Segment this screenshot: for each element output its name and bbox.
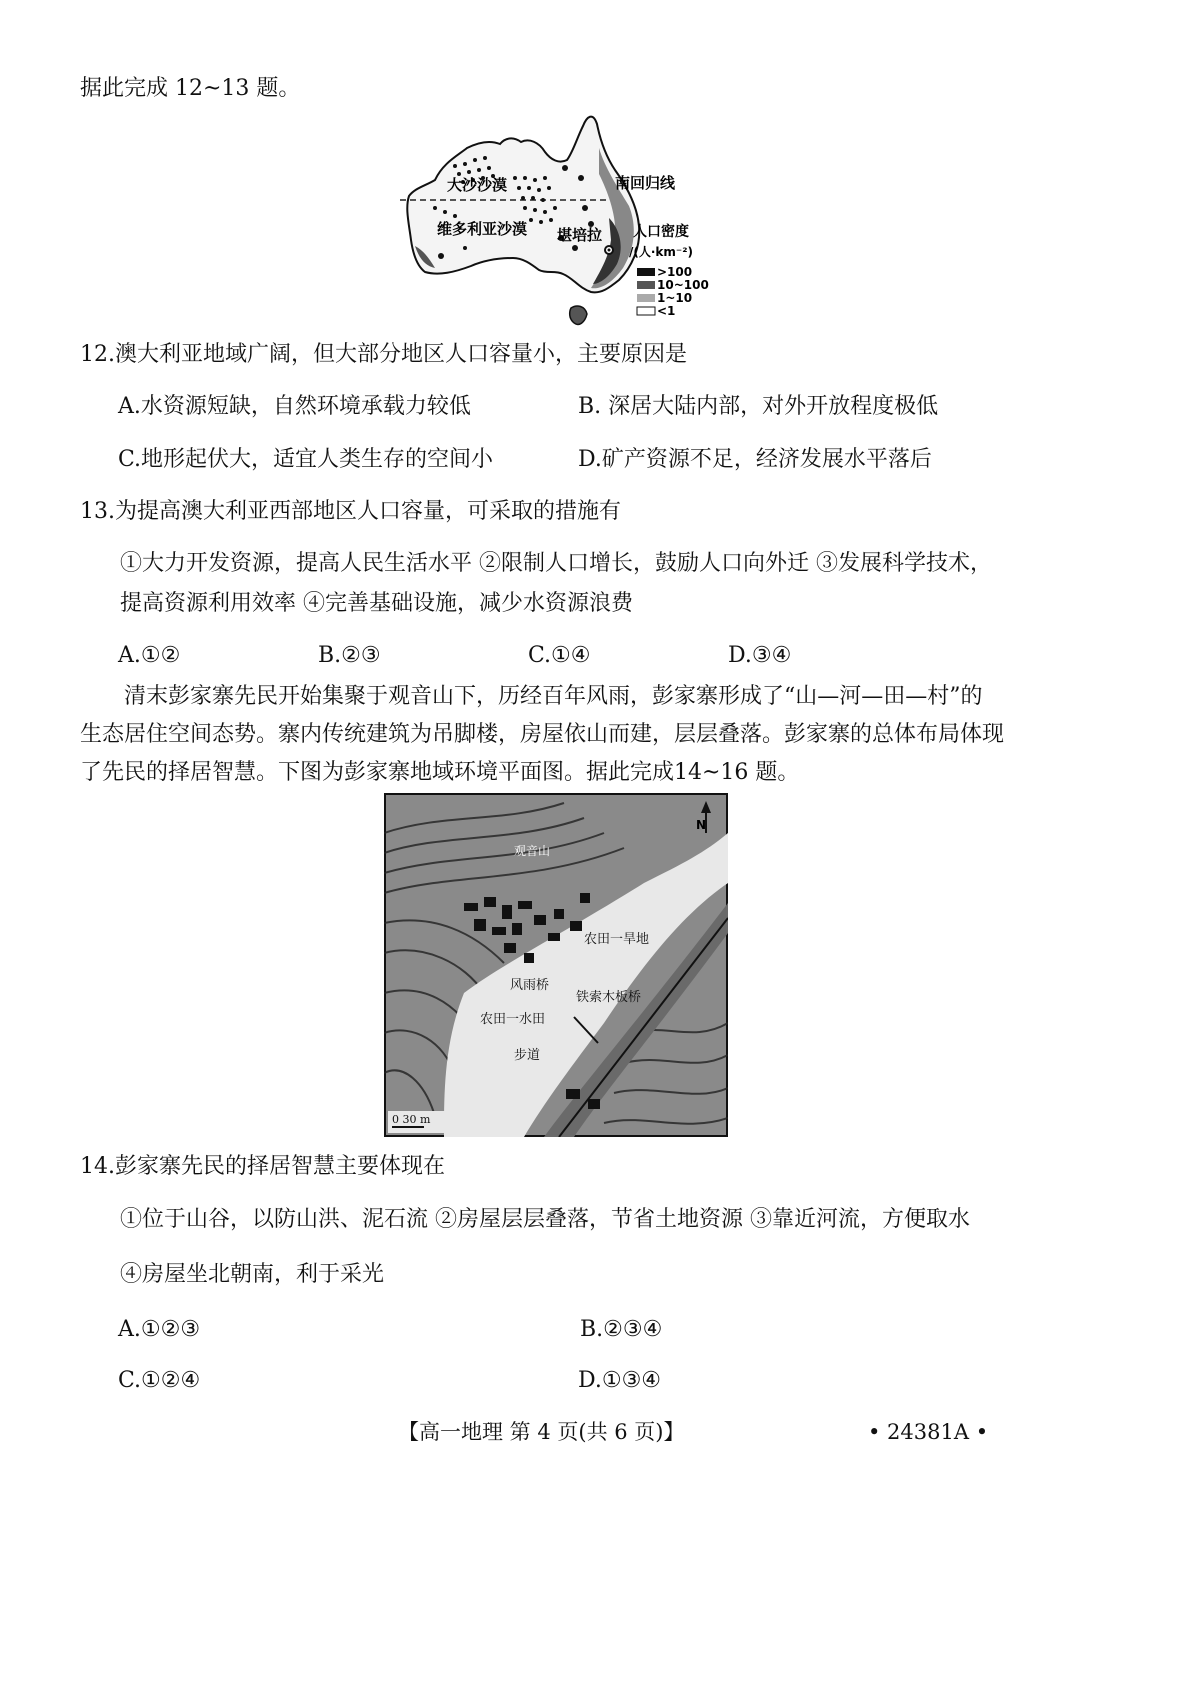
legend-unit: /(人·km⁻²): [629, 245, 693, 259]
passage-line-1: 清末彭家寨先民开始集聚于观音山下，历经百年风雨，彭家寨形成了“山—河—田—村”的: [124, 684, 983, 709]
q13-items-line2: 提高资源利用效率 ④完善基础设施，减少水资源浪费: [120, 591, 633, 616]
q14-stem: 14.彭家寨先民的择居智慧主要体现在: [80, 1154, 445, 1179]
q14-items-line1: ①位于山谷，以防山洪、泥石流 ②房屋层层叠落，节省土地资源 ③靠近河流，方便取水: [120, 1207, 970, 1232]
passage-line-2: 生态居住空间态势。寨内传统建筑为吊脚楼，房屋依山而建，层层叠落。彭家寨的总体布局体现: [80, 722, 1005, 747]
great-victoria-desert-label: 维多利亚沙漠: [437, 220, 528, 238]
legend-item-2: 10~100: [657, 278, 709, 292]
walkway-label: 步道: [514, 1048, 541, 1063]
q13-option-d: D.③④: [728, 643, 792, 668]
q14-items-line2: ④房屋坐北朝南，利于采光: [120, 1262, 385, 1287]
q12-option-d: D.矿产资源不足，经济发展水平落后: [578, 447, 932, 472]
pengjiazhai-map: [384, 793, 728, 1137]
iron-chain-bridge-label: 铁索木板桥: [576, 990, 642, 1005]
australia-map-figure: [395, 108, 725, 333]
tropic-of-capricorn-label: 南回归线: [615, 174, 676, 192]
q14-option-a: A.①②③: [118, 1317, 201, 1342]
pengjiazhai-map-figure: [384, 793, 728, 1137]
q14-option-c: C.①②④: [118, 1368, 201, 1393]
scale-bar-label: 0 30 m: [392, 1113, 431, 1126]
q12-option-a: A.水资源短缺，自然环境承载力较低: [118, 394, 471, 419]
canberra-label: 堪培拉: [557, 226, 603, 244]
passage-line-3: 了先民的择居智慧。下图为彭家寨地域环境平面图。据此完成14~16 题。: [80, 760, 800, 785]
q14-option-b: B.②③④: [580, 1317, 663, 1342]
paddy-field-label: 农田一水田: [480, 1012, 546, 1027]
q13-option-c: C.①④: [528, 643, 591, 668]
legend-item-3: 1~10: [657, 291, 693, 305]
page-footer: 【高一地理 第 4 页(共 6 页)】: [398, 1420, 685, 1444]
exam-code: • 24381A •: [868, 1420, 989, 1444]
legend-title: 人口密度: [633, 224, 689, 240]
q13-items-line1: ①大力开发资源，提高人民生活水平 ②限制人口增长，鼓励人口向外迁 ③发展科学技术，: [120, 551, 992, 576]
wind-rain-bridge-label: 风雨桥: [510, 978, 550, 993]
guanyin-mountain-label: 观音山: [514, 844, 551, 858]
q14-option-d: D.①③④: [578, 1368, 662, 1393]
legend-item-1: >100: [657, 265, 693, 279]
north-indicator: N: [696, 818, 707, 832]
legend-item-4: <1: [657, 304, 676, 318]
dry-field-label: 农田一旱地: [584, 932, 650, 947]
q12-option-b: B. 深居大陆内部，对外开放程度极低: [578, 394, 939, 419]
q13-option-a: A.①②: [118, 643, 181, 668]
great-sandy-desert-label: 大沙沙漠: [447, 176, 508, 194]
q12-stem: 12.澳大利亚地域广阔，但大部分地区人口容量小，主要原因是: [80, 342, 687, 367]
australia-map: [395, 108, 725, 333]
q13-stem: 13.为提高澳大利亚西部地区人口容量，可采取的措施有: [80, 499, 621, 524]
q12-option-c: C.地形起伏大，适宜人类生存的空间小: [118, 447, 494, 472]
intro-12-13: 据此完成 12~13 题。: [80, 76, 301, 101]
q13-option-b: B.②③: [318, 643, 381, 668]
